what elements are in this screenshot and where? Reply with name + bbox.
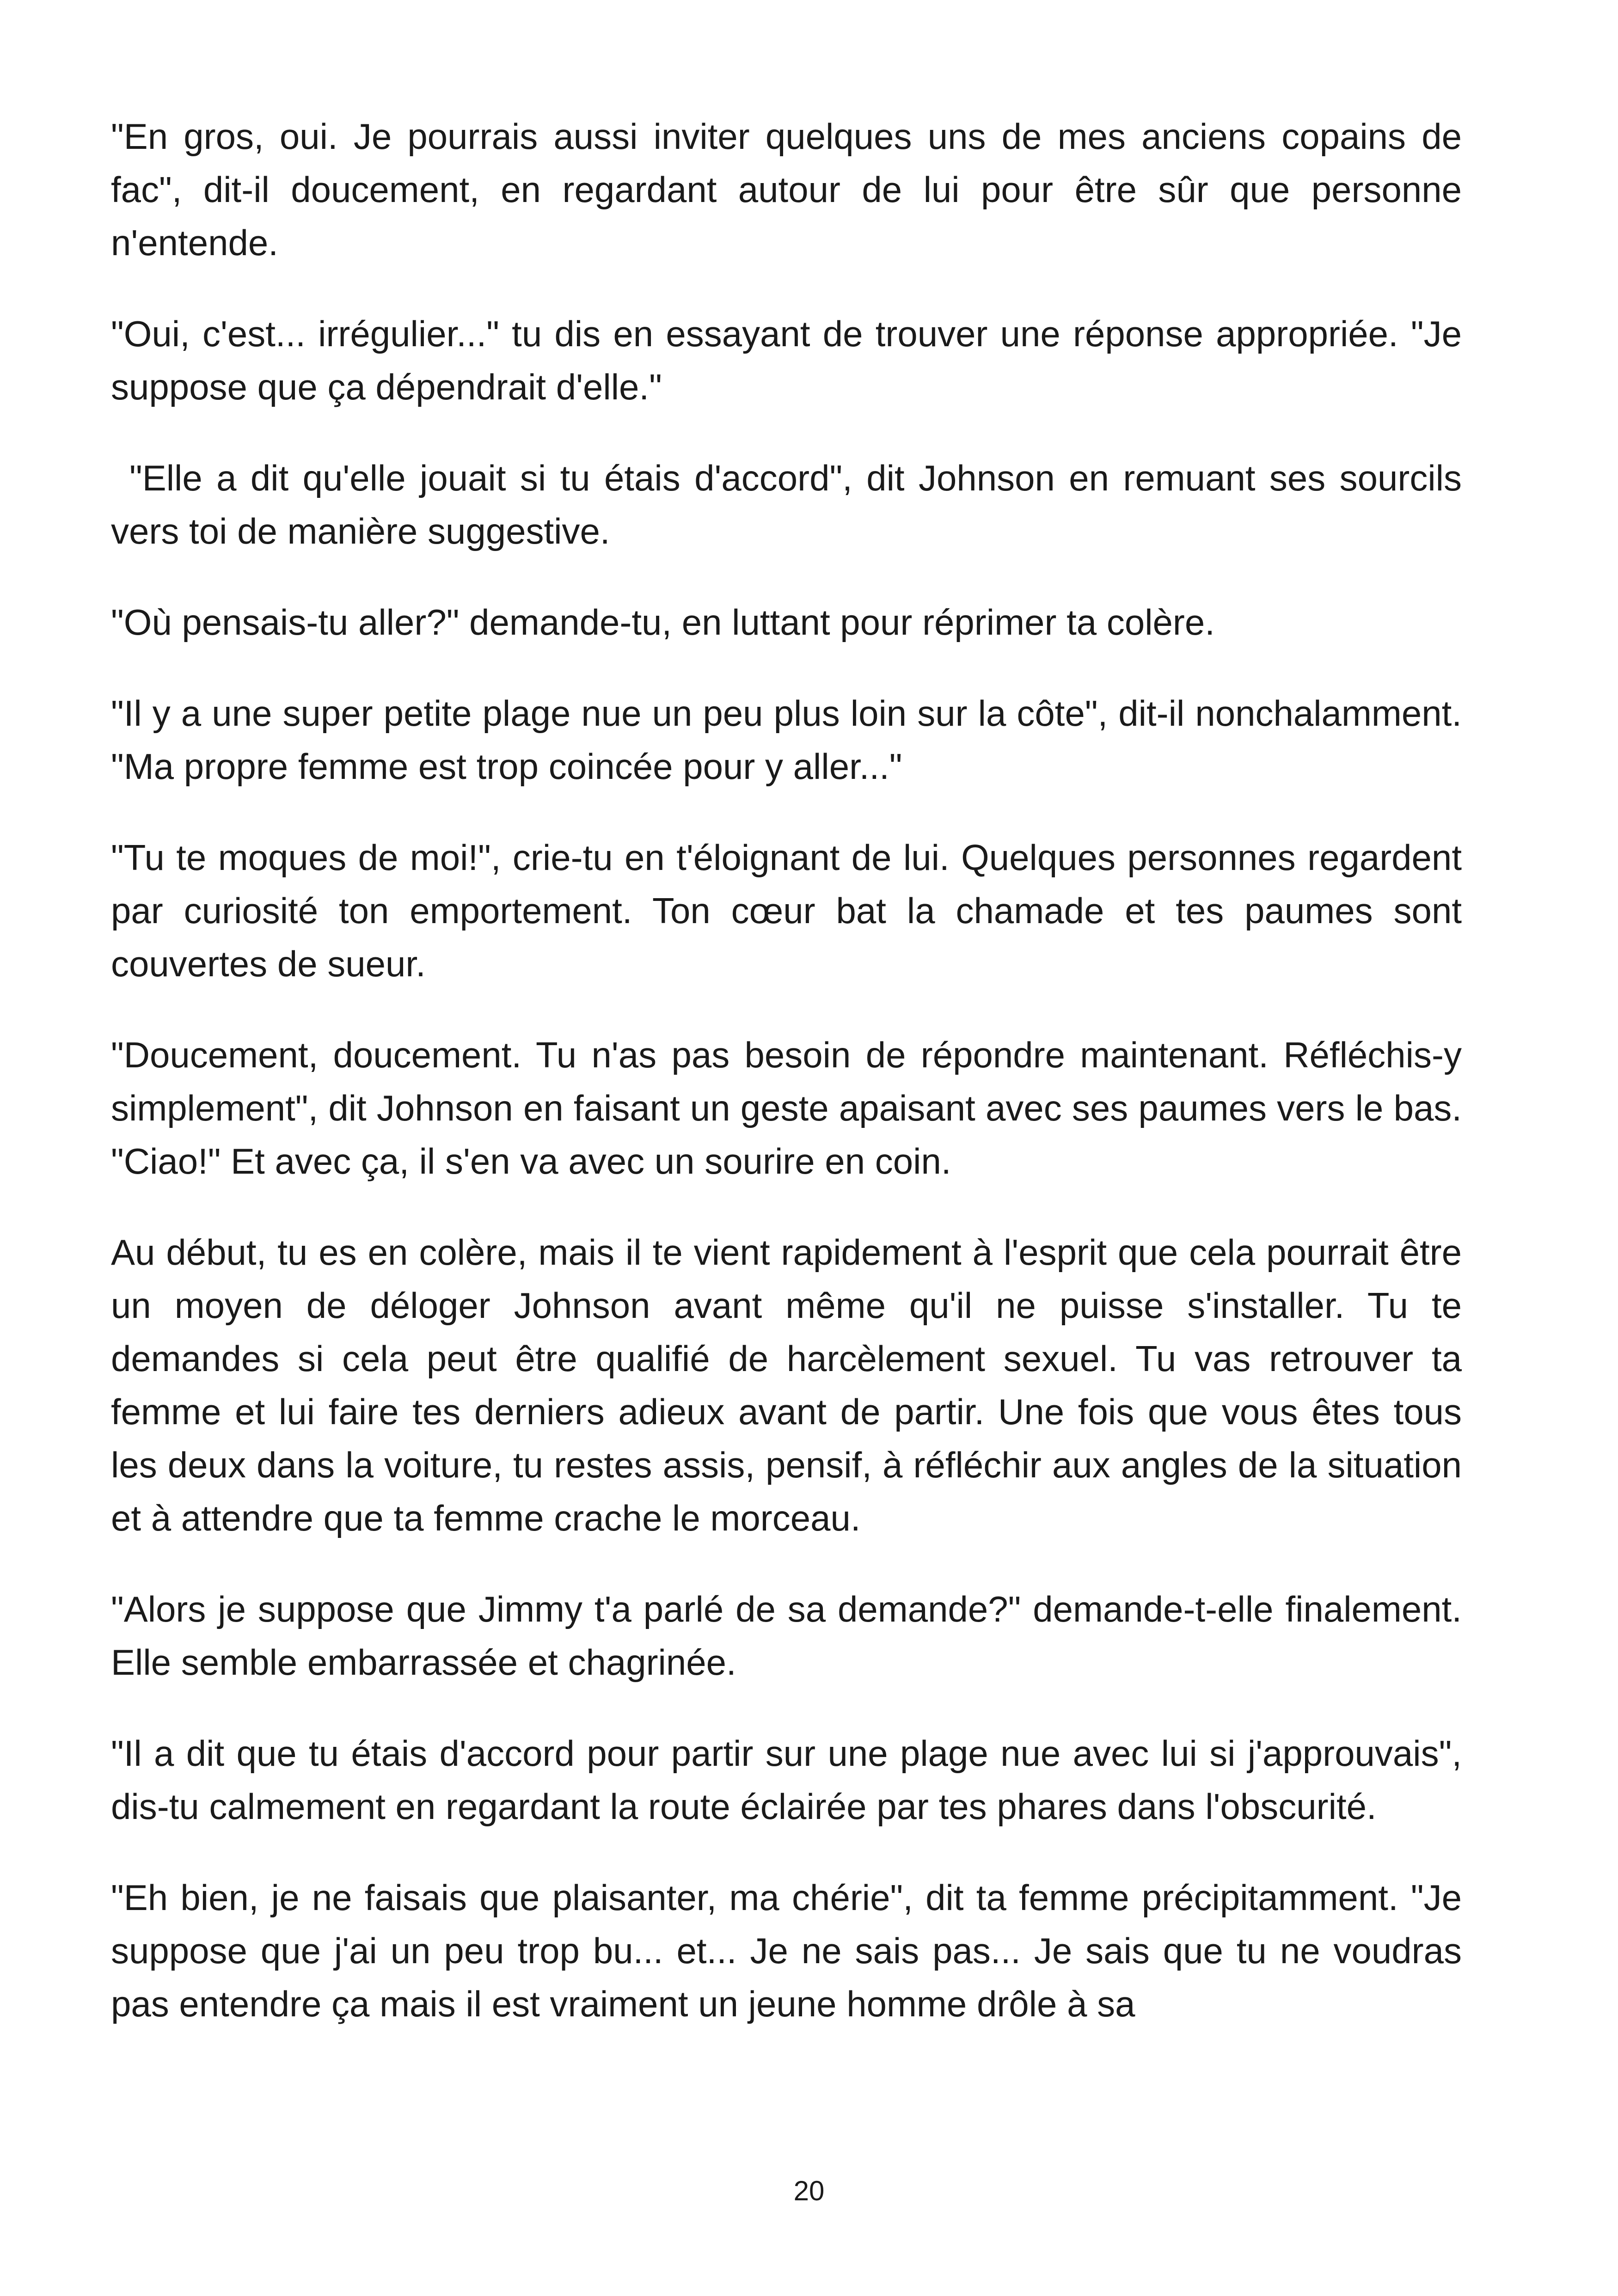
paragraph-11: "Eh bien, je ne faisais que plaisanter, ma chérie", dit ta femme précipitamment. "Je suppose que j'ai un peu trop bu... et... Je ne sais pas... Je sais que tu ne voudras pas entendre ça mais il est vraiment un jeune homme drôle à sa xyxy=(111,1877,1462,2024)
page-body xyxy=(111,110,1462,2031)
paragraph-4: "Où pensais-tu aller?" demande-tu, en luttant pour réprimer ta colère. xyxy=(111,602,1215,643)
paragraph-10: "Il a dit que tu étais d'accord pour partir sur une plage nue avec lui si j'approuvais", dis-tu calmement en regardant la route éclairée par tes phares dans l'obscurité. xyxy=(111,1733,1462,1827)
paragraph-8: Au début, tu es en colère, mais il te vient rapidement à l'esprit que cela pourrait être un moyen de déloger Johnson avant même qu'il ne puisse s'installer. Tu te demandes si cela peut être qualifié de harcèlement sexuel. Tu vas retrouver ta femme et lui faire tes derniers adieux avant de partir. Une fois que vous êtes tous les deux dans la voiture, tu restes assis, pensif, à réfléchir aux angles de la situation et à attendre que ta femme crache le morceau. xyxy=(111,1232,1462,1538)
paragraph-6: "Tu te moques de moi!", crie-tu en t'éloignant de lui. Quelques personnes regardent par curiosité ton emportement. Ton cœur bat la chamade et tes paumes sont couvertes de sueur. xyxy=(111,837,1462,984)
paragraph-5: "Il y a une super petite plage nue un peu plus loin sur la côte", dit-il nonchalamment. "Ma propre femme est trop coincée pour y aller..." xyxy=(111,693,1462,787)
paragraph-1: "En gros, oui. Je pourrais aussi inviter quelques uns de mes anciens copains de fac", dit-il doucement, en regardant autour de lui pour être sûr que personne n'entende. xyxy=(111,116,1462,263)
page-number: 20 xyxy=(793,2175,825,2206)
paragraph-7: "Doucement, doucement. Tu n'as pas besoin de répondre maintenant. Réfléchis-y simplement", dit Johnson en faisant un geste apaisant avec ses paumes vers le bas. "Ciao!" Et avec ça, il s'en va avec un sourire en coin. xyxy=(111,1035,1462,1182)
paragraph-3: "Elle a dit qu'elle jouait si tu étais d'accord", dit Johnson en remuant ses sourcils vers toi de manière suggestive. xyxy=(111,458,1462,551)
paragraph-2: "Oui, c'est... irrégulier..." tu dis en essayant de trouver une réponse appropriée. "Je suppose que ça dépendrait d'elle." xyxy=(111,313,1462,407)
paragraph-9: "Alors je suppose que Jimmy t'a parlé de sa demande?" demande-t-elle finalement. Elle semble embarrassée et chagrinée. xyxy=(111,1589,1462,1683)
